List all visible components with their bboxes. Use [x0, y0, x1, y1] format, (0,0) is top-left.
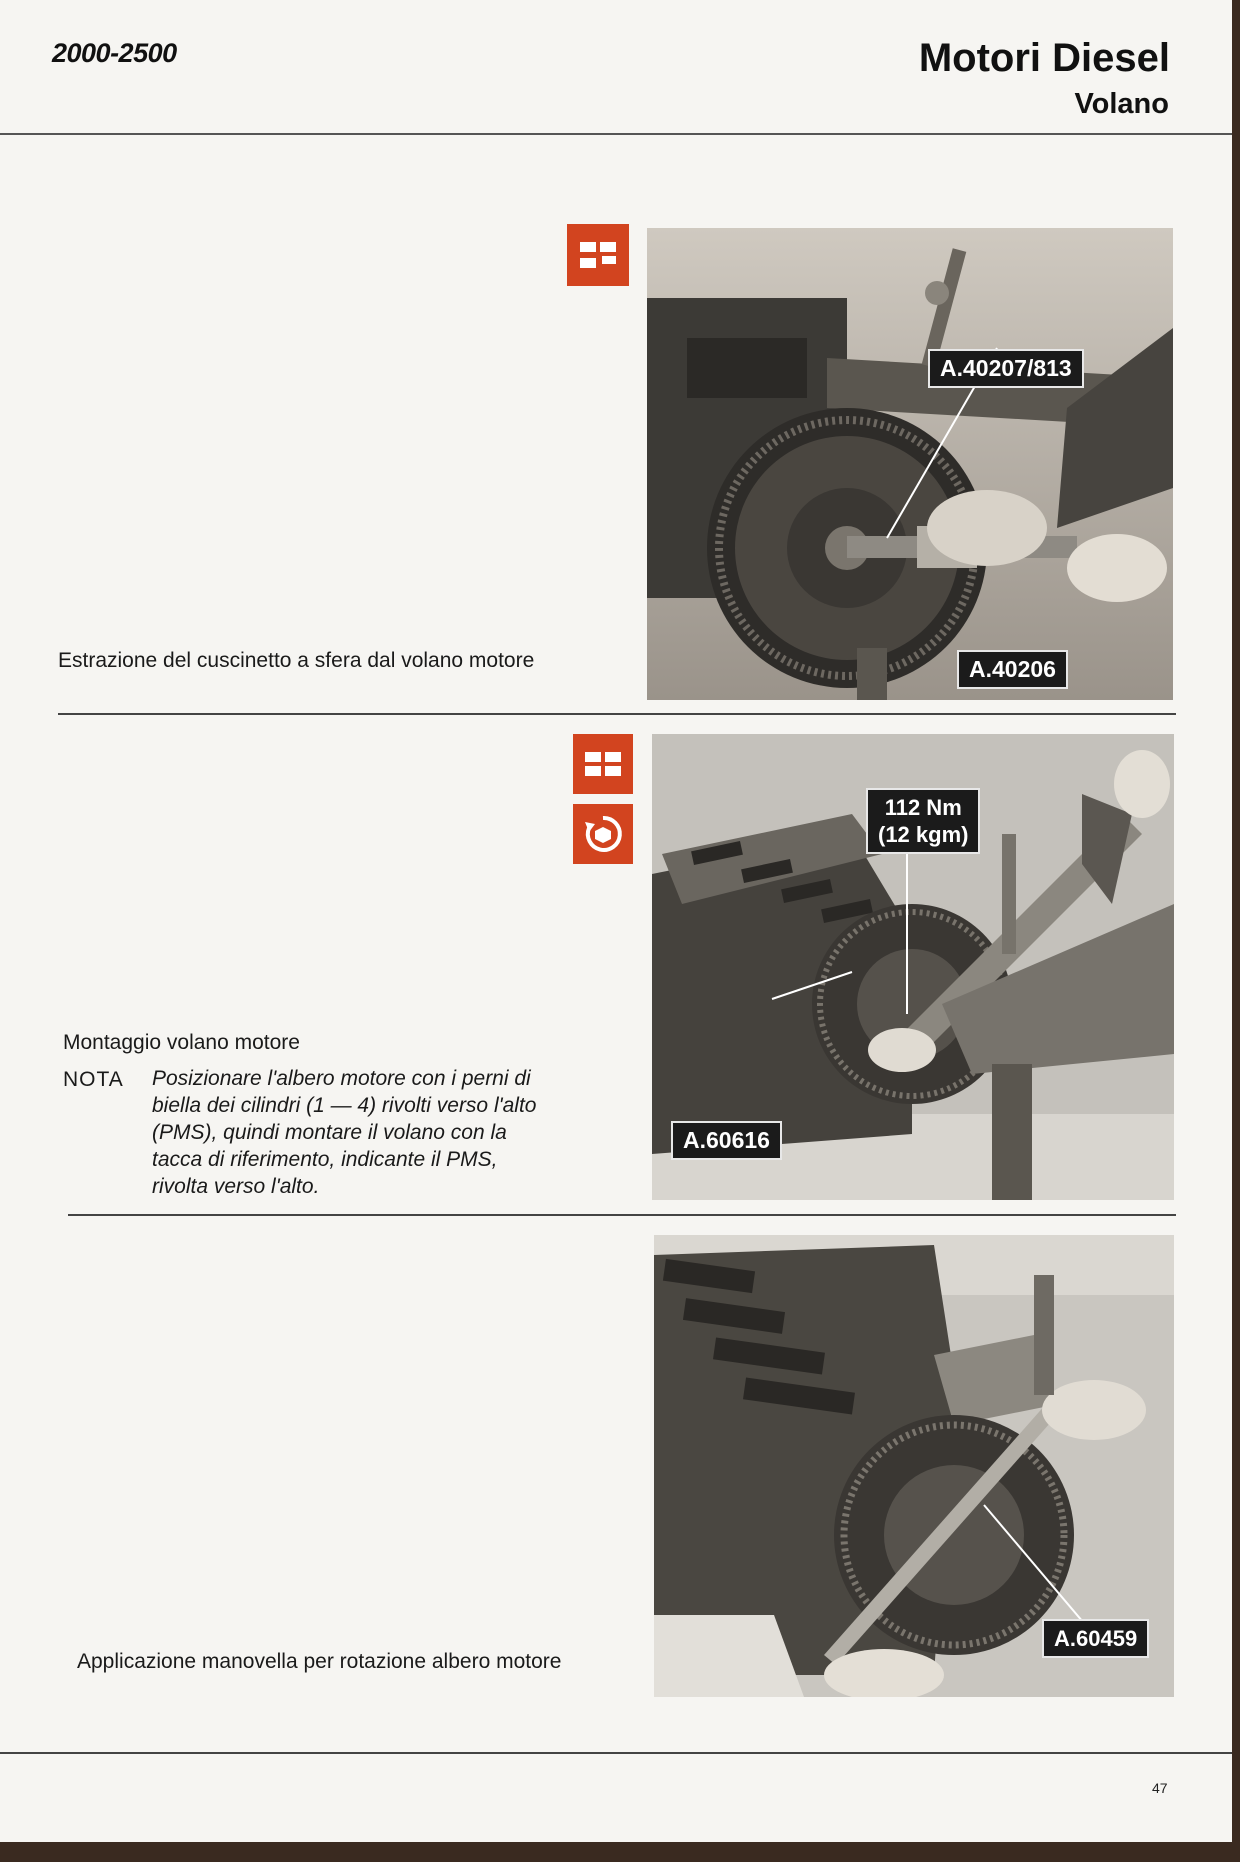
- footer-rule: [0, 1752, 1232, 1754]
- header-rule: [0, 133, 1232, 135]
- tool-callout-a60459: A.60459: [1042, 1619, 1149, 1658]
- section-divider: [68, 1214, 1176, 1216]
- caption-bearing-extraction: Estrazione del cuscinetto a sfera dal volano motore: [58, 649, 535, 672]
- caption-flywheel-mounting: Montaggio volano motore: [63, 1031, 300, 1054]
- note-label: NOTA: [63, 1068, 124, 1091]
- section-divider: [58, 713, 1176, 715]
- section-title: Motori Diesel: [918, 36, 1170, 80]
- assembly-icon: [573, 734, 633, 794]
- disassembly-icon: [567, 224, 629, 286]
- torque-value-nm: 112 Nm: [884, 795, 962, 820]
- caption-crank-rotation: Applicazione manovella per rotazione albero motore: [77, 1650, 562, 1673]
- tool-callout-a40206: A.40206: [957, 650, 1068, 689]
- torque-callout: [866, 788, 980, 854]
- torque-wrench-icon: [573, 804, 633, 864]
- note-text: Posizionare l'albero motore con i perni di biella dei cilindri (1 — 4) rivolti verso l'alto (PMS), quindi montare il volano con la tacca di riferimento, indicante il PMS, rivolta verso l'alto.: [152, 1067, 537, 1198]
- page-number: 47: [1152, 1780, 1168, 1796]
- tool-callout-a40207: A.40207/813: [928, 349, 1084, 388]
- model-range: 2000-2500: [52, 38, 177, 68]
- photo-bearing-extraction: [647, 228, 1173, 700]
- section-subtitle: Volano: [1074, 88, 1169, 120]
- torque-value-kgm: (12 kgm): [878, 822, 969, 847]
- tool-callout-a60616: A.60616: [671, 1121, 782, 1160]
